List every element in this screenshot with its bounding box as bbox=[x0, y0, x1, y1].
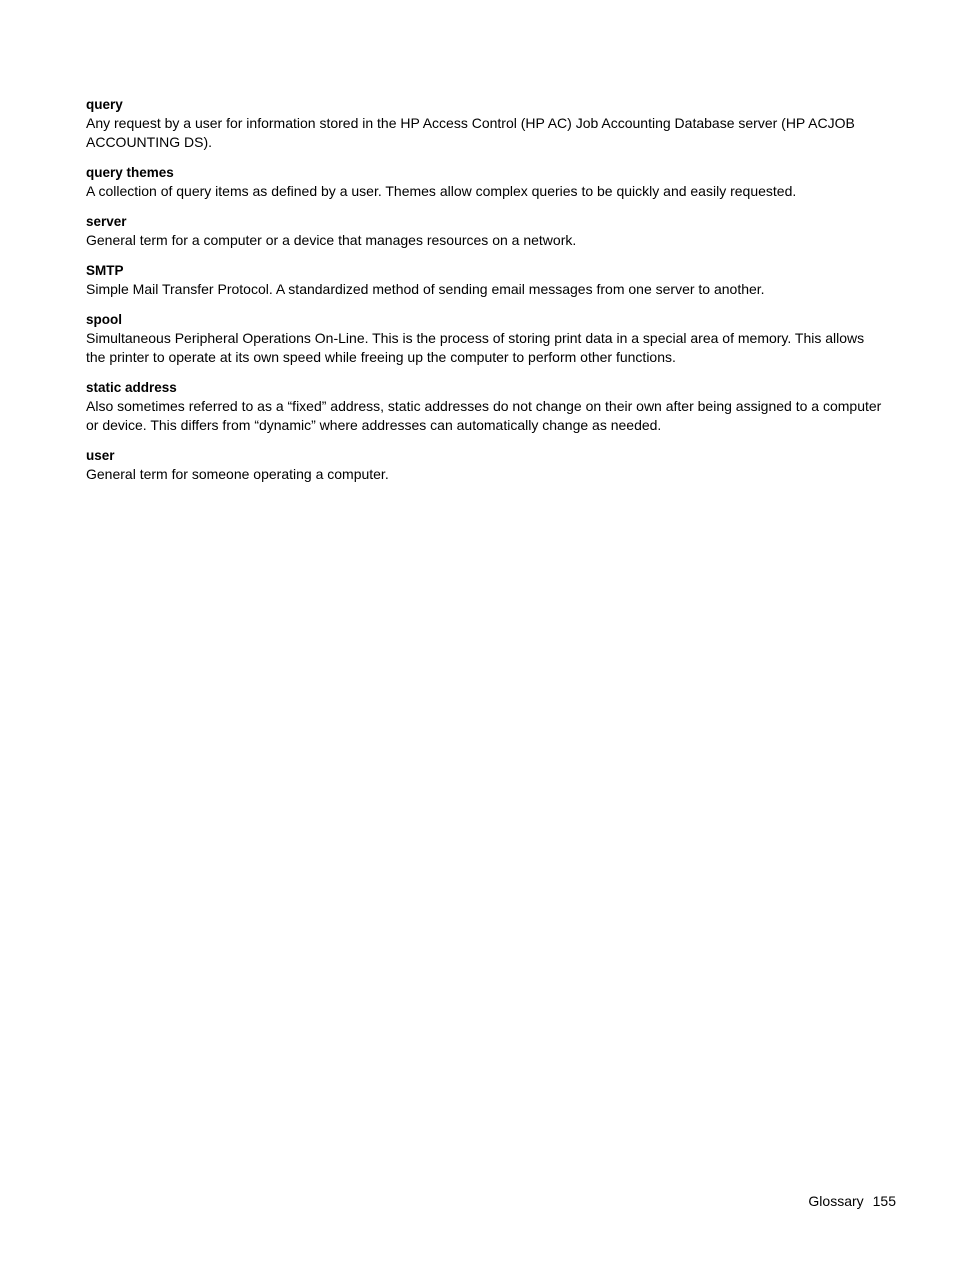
glossary-term: SMTP bbox=[86, 263, 124, 278]
glossary-entry-smtp bbox=[86, 262, 886, 299]
glossary-term: query bbox=[86, 97, 123, 112]
glossary-term: query themes bbox=[86, 165, 174, 180]
page-footer bbox=[808, 1192, 896, 1211]
glossary-definition: Simple Mail Transfer Protocol. A standardized method of sending email messages from one server to another. bbox=[86, 281, 765, 297]
footer-section-title: Glossary bbox=[808, 1193, 864, 1209]
glossary-entry-spool bbox=[86, 311, 886, 367]
glossary-entry-server bbox=[86, 213, 886, 250]
glossary-definition: A collection of query items as defined by a user. Themes allow complex queries to be quickly and easily requested. bbox=[86, 183, 797, 199]
glossary-entry-user bbox=[86, 447, 886, 484]
glossary-term: user bbox=[86, 448, 115, 463]
glossary-definition: Any request by a user for information stored in the HP Access Control (HP AC) Job Accounting Database server (HP ACJOB ACCOUNTING DS). bbox=[86, 115, 855, 150]
glossary-entry-query bbox=[86, 96, 886, 152]
page-number: 155 bbox=[872, 1193, 896, 1209]
glossary-term: static address bbox=[86, 380, 177, 395]
glossary-definition: General term for a computer or a device that manages resources on a network. bbox=[86, 232, 577, 248]
glossary-entry-static-address bbox=[86, 379, 886, 435]
glossary-definition: Simultaneous Peripheral Operations On-Line. This is the process of storing print data in a special area of memory. This allows the printer to operate at its own speed while freeing up the computer to perform other functions. bbox=[86, 330, 865, 365]
glossary-term: spool bbox=[86, 312, 122, 327]
glossary-term: server bbox=[86, 214, 127, 229]
glossary-content bbox=[86, 96, 886, 496]
glossary-definition: Also sometimes referred to as a “fixed” address, static addresses do not change on their own after being assigned to a computer or device. This differs from “dynamic” where addresses can automatically change as needed. bbox=[86, 398, 882, 433]
glossary-definition: General term for someone operating a computer. bbox=[86, 466, 389, 482]
glossary-entry-query-themes bbox=[86, 164, 886, 201]
